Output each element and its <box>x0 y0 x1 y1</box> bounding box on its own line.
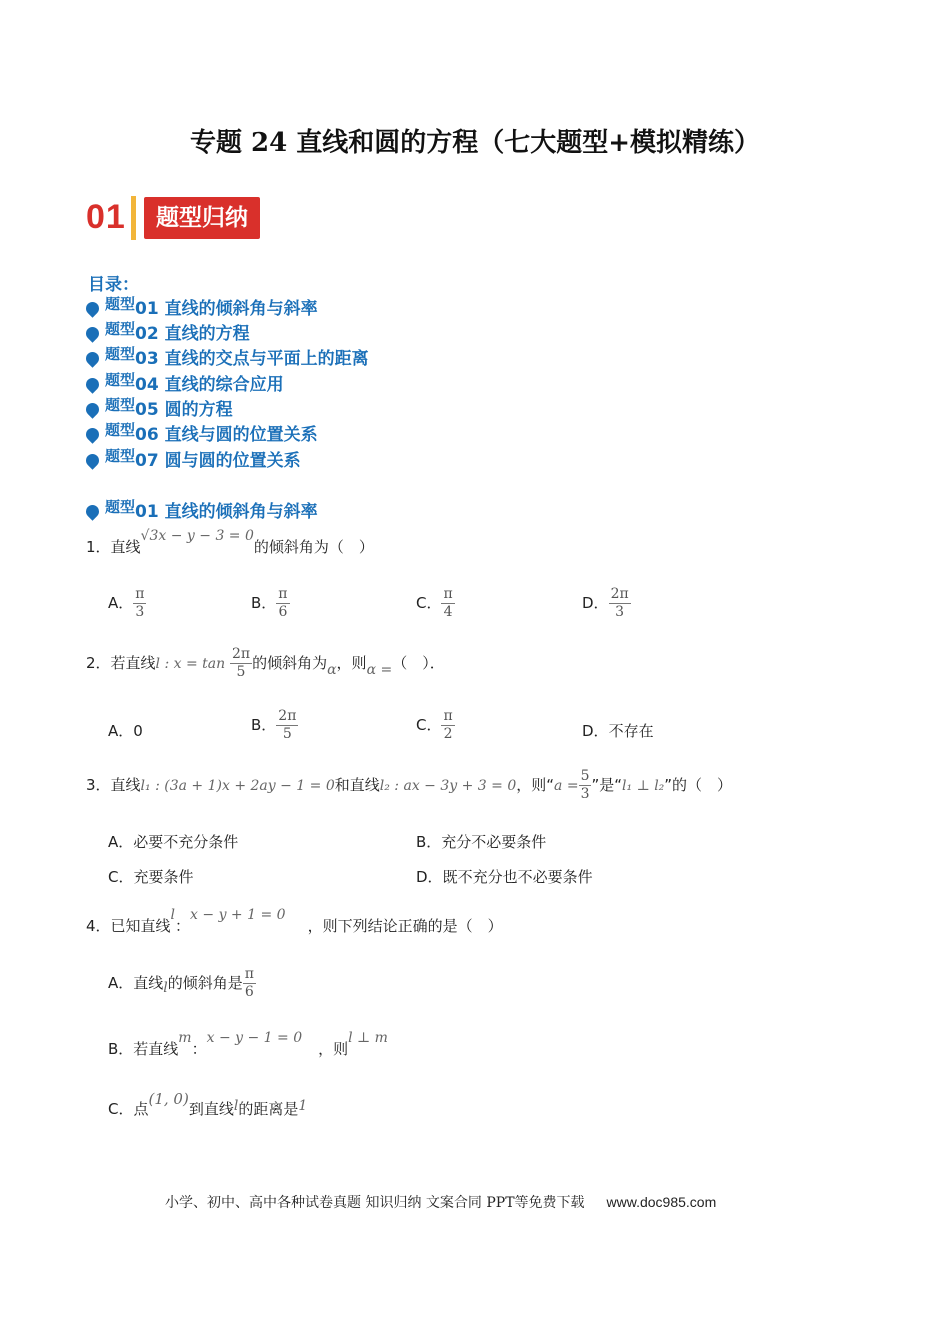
toc-heading: 目录： <box>88 275 139 295</box>
toc-item[interactable]: 题型03 直线的交点与平面上的距离 <box>86 344 369 369</box>
q2-option-a[interactable]: A．0 <box>108 722 143 740</box>
question-4: 4．已知直线l：x − y + 1 = 0，则下列结论正确的是（ ） <box>86 907 503 935</box>
q3-option-d[interactable]: D．既不充分也不必要条件 <box>416 868 593 886</box>
pin-icon <box>83 400 101 418</box>
q3-option-c[interactable]: C．充要条件 <box>108 868 194 886</box>
q1-option-b[interactable]: B． $\frac{\pi}{6}$ <box>251 586 288 620</box>
q2-option-b[interactable]: B． $\frac{2\pi}{5}$ <box>251 708 297 742</box>
q4-option-a[interactable]: A．直线l的倾斜角是 $\frac{\pi}{6}$ <box>108 966 254 1000</box>
pin-icon <box>83 451 101 469</box>
q3-option-b[interactable]: B．充分不必要条件 <box>416 833 547 851</box>
toc-item[interactable]: 题型02 直线的方程 <box>86 319 250 344</box>
q1-option-a[interactable]: A． $\frac{\pi}{3}$ <box>108 586 145 620</box>
section-badge: 题型归纳 <box>144 197 260 239</box>
q1-option-d[interactable]: D． $\frac{2\pi}{3}$ <box>582 586 629 620</box>
toc-item[interactable]: 题型07 圆与圆的位置关系 <box>86 446 301 471</box>
page-footer: 小学、初中、高中各种试卷真题 知识归纳 文案合同 PPT等免费下载 www.doc985.com <box>165 1194 717 1211</box>
toc-item[interactable]: 题型05 圆的方程 <box>86 395 233 420</box>
pin-icon <box>83 375 101 393</box>
q3-option-a[interactable]: A．必要不充分条件 <box>108 833 239 851</box>
q4-option-c[interactable]: C．点(1, 0)到直线l的距离是1 <box>108 1090 308 1118</box>
question-3: 3．直线l₁ : (3a + 1)x + 2ay − 1 = 0和直线l₂ : ax − 3y + 3 = 0，则“a = $\frac{5}{3}$ ”是“l₁ ⊥ l₂”的（ ） <box>86 768 733 802</box>
pin-icon <box>83 299 101 317</box>
pin-icon <box>83 324 101 342</box>
toc-item[interactable]: 题型04 直线的综合应用 <box>86 370 284 395</box>
page-title: 专题 24 直线和圆的方程（七大题型+模拟精练） <box>189 128 761 158</box>
question-2: 2．若直线l : x = tan $\frac{2\pi}{5}$ 的倾斜角为α，则α =（ ）． <box>86 646 445 680</box>
pin-icon <box>83 425 101 443</box>
question-1: 1．直线√3x − y − 3 = 0的倾斜角为（ ） <box>86 528 374 556</box>
section-divider <box>131 196 136 240</box>
q2-option-c[interactable]: C． $\frac{\pi}{2}$ <box>416 708 453 742</box>
pin-icon <box>83 502 101 520</box>
section-heading: 题型01 直线的倾斜角与斜率 <box>86 497 318 522</box>
footer-url[interactable]: www.doc985.com <box>606 1194 717 1210</box>
q1-option-c[interactable]: C． $\frac{\pi}{4}$ <box>416 586 453 620</box>
q2-option-d[interactable]: D．不存在 <box>582 722 654 740</box>
toc-item[interactable]: 题型06 直线与圆的位置关系 <box>86 420 318 445</box>
toc-item[interactable]: 题型01 直线的倾斜角与斜率 <box>86 294 318 319</box>
pin-icon <box>83 349 101 367</box>
section-number: 01 <box>86 198 126 236</box>
q4-option-b[interactable]: B．若直线m：x − y − 1 = 0，则l ⊥ m <box>108 1030 388 1058</box>
